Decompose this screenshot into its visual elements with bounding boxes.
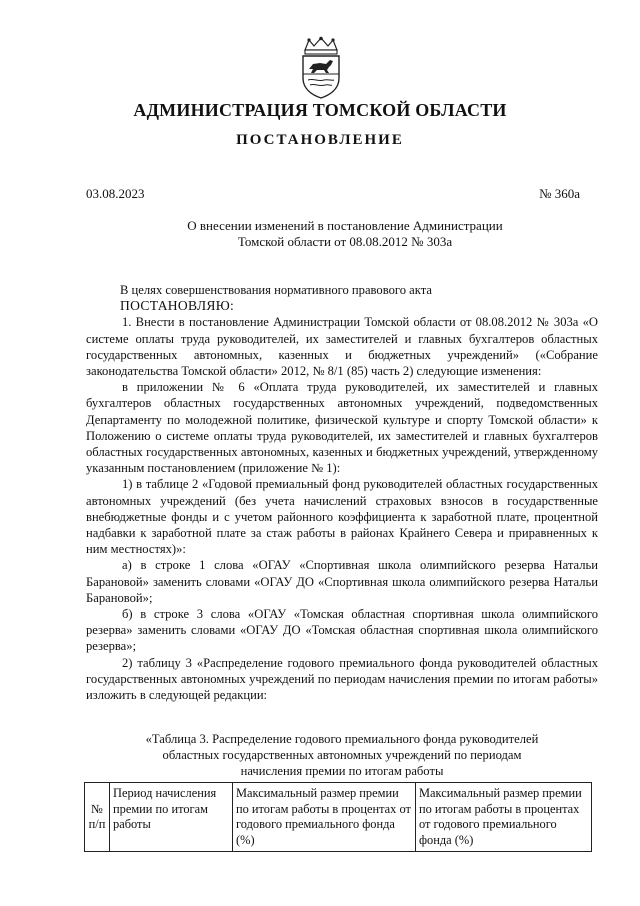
document-date: 03.08.2023: [86, 186, 145, 201]
table-header-cell: № п/п: [85, 783, 110, 852]
paragraph: а) в строке 1 слова «ОГАУ «Спортивная школа олимпийского резерва Натальи Барановой» заменить словами «ОГАУ ДО «Спортивная школа олимпийского резерва Натальи Барановой»;: [86, 558, 598, 605]
organization-title: АДМИНИСТРАЦИЯ ТОМСКОЙ ОБЛАСТИ: [133, 100, 507, 120]
document-body: [86, 282, 598, 703]
paragraph: 1) в таблице 2 «Годовой премиальный фонд руководителей областных государственных автономных учреждений (без учета начислений страховых взносов в государственные внебюджетные фонды и с учетом районного коэффициента к заработной плате, процентной надбавки к заработной плате за стаж работы в районах Крайнего Севера и приравненных к ним местностях)»:: [86, 477, 598, 557]
table-title: [86, 731, 598, 780]
preamble: В целях совершенствования нормативного правового акта: [120, 283, 432, 297]
table-title-line: «Таблица 3. Распределение годового премиального фонда руководителей: [145, 732, 539, 746]
table-header-row: [85, 783, 592, 852]
paragraph: б) в строке 3 слова «ОГАУ «Томская областная спортивная школа олимпийского резерва» заменить словами «ОГАУ ДО «Томская областная спортивная школа олимпийского резерва»;: [86, 607, 598, 654]
subject-line: О внесении изменений в постановление Администрации: [187, 218, 503, 233]
table-header-cell: Максимальный размер премии по итогам работы в процентах от годового премиального фонда (%): [416, 783, 592, 852]
table-title-line: начисления премии по итогам работы: [240, 764, 444, 779]
subject-line: Томской области от 08.08.2012 № 303а: [237, 234, 453, 249]
table-title-line: областных государственных автономных учреждений по периодам: [162, 748, 522, 763]
table-header-cell: Период начисления премии по итогам работы: [110, 783, 233, 852]
document-number: № 360а: [539, 186, 580, 201]
premium-distribution-table: [84, 782, 592, 852]
paragraph: 2) таблицу 3 «Распределение годового премиального фонда руководителей областных государственных автономных учреждений по периодам начисления премии по итогам работы» изложить в следующей редакции:: [86, 655, 598, 703]
table-header-cell: Максимальный размер премии по итогам работы в процентах от годового премиального фонда (%): [233, 783, 416, 852]
document-subject: [150, 218, 540, 250]
coat-of-arms-icon: [296, 36, 346, 100]
paragraph: 1. Внести в постановление Администрации Томской области от 08.08.2012 № 303а «О системе оплаты труда руководителей, их заместителей и главных бухгалтеров областных государственных автономных, казенных и бюджетных учреждений» («Собрание законодательства Томской области» 2012, № 8/1 (85) часть 2) следующие изменения:: [86, 315, 598, 379]
resolve-heading: ПОСТАНОВЛЯЮ:: [120, 298, 235, 314]
paragraph: в приложении № 6 «Оплата труда руководителей, их заместителей и главных бухгалтеров областных государственных автономных учреждений, подведомственных Департаменту по молодежной политике, физической культуре и спорту Томской области» к Положению о системе оплаты труда руководителей, их заместителей и главных бухгалтеров областных государственных автономных, казенных и бюджетных учреждений, утвержденному указанным постановлением (приложение № 1):: [86, 380, 598, 476]
document-type: ПОСТАНОВЛЕНИЕ: [236, 132, 404, 148]
